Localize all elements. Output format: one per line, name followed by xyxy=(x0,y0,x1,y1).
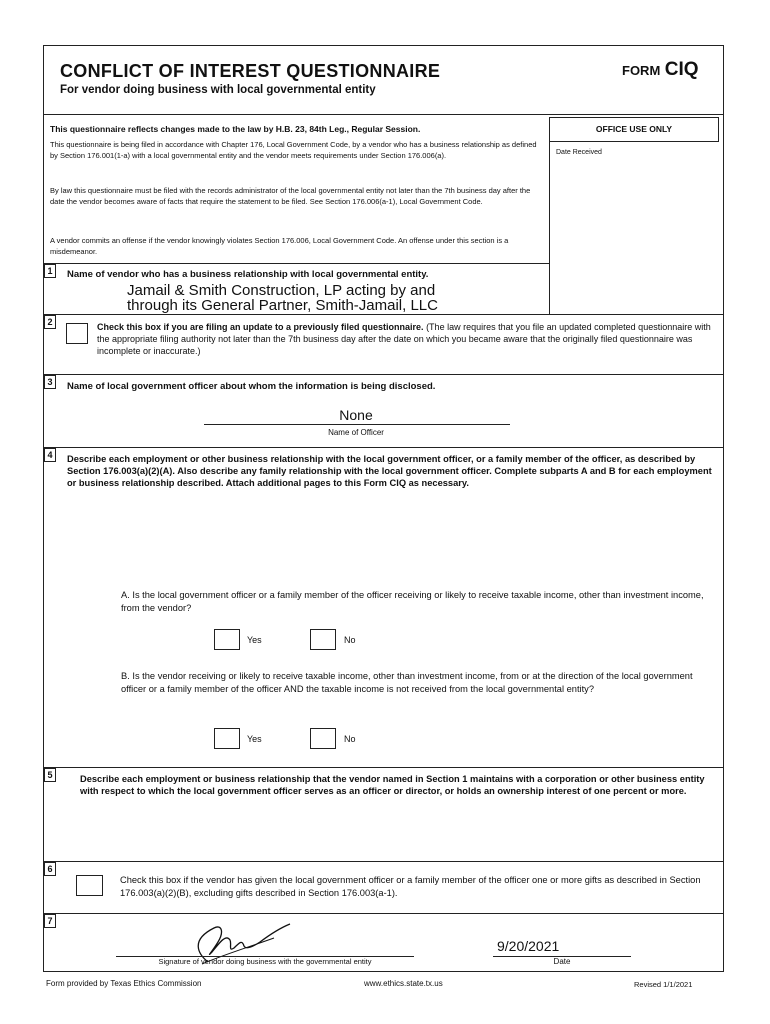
question-a-no-label: No xyxy=(344,635,356,645)
section2-number: 2 xyxy=(44,315,56,329)
section5-label: Describe each employment or business relationship that the vendor named in Section 1 maintains with a corporation or other business entity with respect to which the local government officer serves as an officer or director, or holds an ownership interest of one percent or more. xyxy=(80,774,705,797)
section6-top-divider xyxy=(43,861,724,862)
office-use-left-border xyxy=(549,117,550,314)
update-checkbox[interactable] xyxy=(66,323,88,344)
header-divider xyxy=(43,114,724,115)
section4-number: 4 xyxy=(44,448,56,462)
section4-top-divider xyxy=(43,447,724,448)
vendor-name-line2[interactable]: through its General Partner, Smith-Jamail, LLC xyxy=(127,297,438,314)
section6-label: Check this box if the vendor has given the local government officer or a family member of the officer one or more gifts as described in Section 176.003(a)(2)(B), excluding gifts described in Section 176.003(a-1). xyxy=(120,875,701,898)
question-b: B. Is the vendor receiving or likely to receive taxable income, other than investment income, from or at the direction of the local government officer or a family member of the officer AND the taxable income is not received from the local governmental entity? xyxy=(121,671,693,694)
section2-label-rest: (The law requires that you file an updated completed questionnaire with the appropriate filing authority not later than the 7th business day after the date on which you became aware that the originally filed questionnaire was incomplete or inaccurate.) xyxy=(97,322,711,356)
intro-para3: A vendor commits an offense if the vendor knowingly violates Section 176.006, Local Government Code. An offense under this section is a misdemeanor. xyxy=(50,236,509,256)
form-border xyxy=(43,45,724,972)
signature-date-value[interactable]: 9/20/2021 xyxy=(497,938,560,954)
intro-para1: This questionnaire is being filed in accordance with Chapter 176, Local Government Code, by a vendor who has a business relationship as defined by Section 176.001(1-a) with a local governmental entity and the vendor meets requirements under Section 176.006(a). xyxy=(50,140,537,160)
question-a-yes-checkbox[interactable] xyxy=(214,629,240,650)
form-subtitle: For vendor doing business with local governmental entity xyxy=(60,84,376,96)
section3-label: Name of local government officer about whom the information is being disclosed. xyxy=(67,381,436,392)
question-b-no-checkbox[interactable] xyxy=(310,728,336,749)
section1-top-divider xyxy=(43,263,550,264)
section2-text xyxy=(97,321,717,357)
signature-caption: Signature of vendor doing business with the governmental entity xyxy=(158,957,372,966)
section5-top-divider xyxy=(43,767,724,768)
question-b-yes-checkbox[interactable] xyxy=(214,728,240,749)
section1-label: Name of vendor who has a business relationship with local governmental entity. xyxy=(67,269,429,280)
question-a-yes-label: Yes xyxy=(247,635,262,645)
section7-number: 7 xyxy=(44,914,56,928)
section6-number: 6 xyxy=(44,862,56,876)
section4-label: Describe each employment or other business relationship with the local government officer, or a family member of the officer, as described by Section 176.003(a)(2)(A). Also describe any family relationship with the local government officer. Complete subparts A and B for each employment or business relationship described. Attach additional pages to this Form CIQ as necessary. xyxy=(67,454,712,489)
footer-url[interactable]: www.ethics.state.tx.us xyxy=(364,979,443,988)
question-b-no-label: No xyxy=(344,734,356,744)
intro-lead: This questionnaire reflects changes made to the law by H.B. 23, 84th Leg., Regular Session. xyxy=(50,124,421,134)
vendor-name-line1[interactable]: Jamail & Smith Construction, LP acting by and xyxy=(127,282,436,299)
office-use-title: OFFICE USE ONLY xyxy=(595,124,673,134)
form-label: FORM xyxy=(622,63,661,78)
section5-number: 5 xyxy=(44,768,56,782)
office-use-title-box xyxy=(549,117,719,142)
form-code-value: CIQ xyxy=(664,59,699,80)
section3-top-divider xyxy=(43,374,724,375)
question-a: A. Is the local government officer or a family member of the officer receiving or likely to receive taxable income, other than investment income, from the vendor? xyxy=(121,590,704,613)
section3-number: 3 xyxy=(44,375,56,389)
date-caption: Date xyxy=(553,957,571,966)
question-b-yes-label: Yes xyxy=(247,734,262,744)
officer-name-caption: Name of Officer xyxy=(328,428,384,437)
section1-number: 1 xyxy=(44,264,56,278)
form-code xyxy=(622,59,699,81)
question-a-no-checkbox[interactable] xyxy=(310,629,336,650)
form-title: CONFLICT OF INTEREST QUESTIONNAIRE xyxy=(60,61,441,81)
section7-top-divider xyxy=(43,913,724,914)
footer-revised: Revised 1/1/2021 xyxy=(634,980,693,989)
date-received-label: Date Received xyxy=(556,149,602,156)
section2-top-divider xyxy=(43,314,724,315)
intro-para2: By law this questionnaire must be filed with the records administrator of the local governmental entity not later than the 7th business day after the date the vendor becomes aware of facts that require the statement to be filed. See Section 176.006(a-1), Local Government Code. xyxy=(50,186,531,206)
officer-name-value[interactable]: None xyxy=(339,407,373,423)
section2-label-bold: Check this box if you are filing an update to a previously filed questionnaire. xyxy=(97,322,424,332)
footer-provider: Form provided by Texas Ethics Commission xyxy=(46,979,202,988)
gifts-checkbox[interactable] xyxy=(76,875,103,896)
officer-name-underline xyxy=(204,424,510,425)
